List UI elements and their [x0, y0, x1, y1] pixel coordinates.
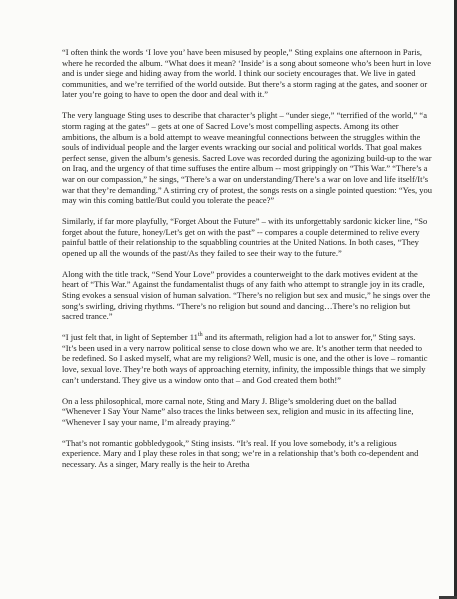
document-body — [62, 47, 432, 480]
paragraph-4: Along with the title track, “Send Your Love” provides a counterweight to the dark motives evident at the heart of “This War.” Against the fundamentalist thugs of any faith who attempt to strangle joy in its cradle, Sting evokes a sensual vision of human salvation. “There’s no religion but sex and music,” he sings over the song’s swirling, driving rhythms. “There’s no religion but sound and dancing…There’s no religion but sacred trance.” — [62, 268, 431, 322]
paragraph-5 — [62, 332, 432, 385]
paragraph-3: Similarly, if far more playfully, “Forget About the Future” – with its unforgettably sardonic kicker line, “So forget about the future, honey/Let’s get on with the past” -- compares a couple determined to relive every painful battle of their relationship to the squabbling countries at the United Nations. In both cases, “They opened up all the wounds of the past/As they failed to see their way to the future.” — [62, 216, 428, 258]
paragraph-5-rest: and its aftermath, religion had a lot to answer for,” Sting says. “It’s been used in a very narrow political sense to close down who we are. It’s another term that needed to be redefined. So I asked myself, what are my religions? Well, music is one, and the other is love – romantic love, sexual love. They’re both ways of approaching eternity, infinity, the impossible things that we simply can’t understand. They give us a window onto that – and God created them both!” — [62, 332, 428, 385]
paragraph-2: The very language Sting uses to describe that character’s plight – “under siege,” “terrified of the world,” “a storm raging at the gates” – gets at one of Sacred Love’s most compelling aspects. Among its other ambitions, the album is a bold attempt to weave meaningful connections between the struggles within the souls of individual people and the larger events wracking our social and political worlds. That goal makes perfect sense, given the album’s genesis. Sacred Love was recorded during the agonizing build-up to the war on Iraq, and the urgency of that time suffuses the entire album -- most grippingly on “This War.” “There’s a war on our compassion,” he sings, “There’s a war on understanding/There’s a war on love and life itself/It’s war that they’re demanding.” A stirring cry of protest, the songs rests on a single pointed question: “Yes, you may win this coming battle/But could you tolerate the peace?” — [62, 110, 433, 206]
paragraph-5-start: “I just felt that, in light of September 11 — [62, 332, 198, 343]
ordinal-suffix: th — [197, 332, 203, 339]
paragraph-1: “I often think the words ‘I love you’ have been misused by people,” Sting explains one afternoon in Paris, where he recorded the album. “What does it mean? ‘Inside’ is a song about someone who’s been hurt in love and is under siege and hiding away from the world. I think our society encourages that. We live in gated communities, and we’re terrified of the world outside. But there’s a storm raging at the gates, and sooner or later you’re going to have to open the door and deal with it.” — [62, 47, 432, 100]
paragraph-6: On a less philosophical, more carnal note, Sting and Mary J. Blige’s smoldering duet on the ballad “Whenever I Say Your Name” also traces the links between sex, religion and music in its affecting line, “Whenever I say your name, I’m already praying.” — [62, 395, 414, 427]
paragraph-7: “That’s not romantic gobbledygook,” Sting insists. “It’s real. If you love somebody, it’s a religious experience. Mary and I play these roles in that song; we’re in a relationship that’s both co-dependent and necessary. As a singer, Mary really is the heir to Aretha — [62, 437, 419, 469]
